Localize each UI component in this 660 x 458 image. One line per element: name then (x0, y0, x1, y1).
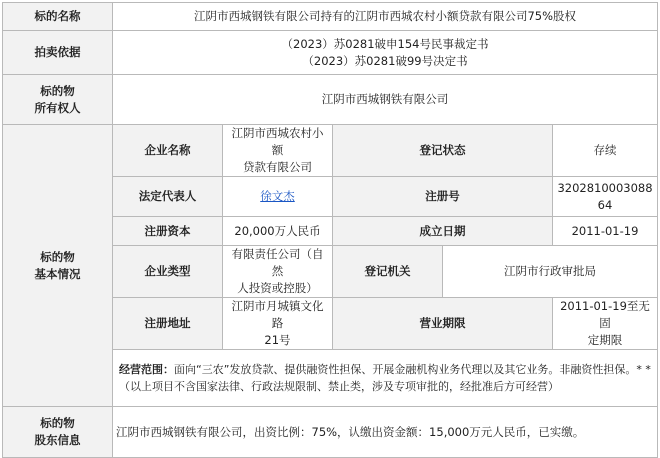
row-auction-basis (3, 31, 658, 75)
row-owner (3, 75, 658, 125)
est-date-label: 成立日期 (333, 217, 553, 246)
shareholder-label-line: 股东信息 (34, 433, 81, 447)
owner-value: 江阴市西城钢铁有限公司 (113, 75, 658, 125)
company-name-value (223, 125, 333, 177)
reg-address-label: 注册地址 (113, 298, 223, 350)
shareholder-label-line: 标的物 (40, 416, 75, 430)
row-company-name (3, 125, 658, 177)
company-type-line: 有限责任公司（自然 (231, 247, 324, 278)
company-type-value (223, 246, 333, 298)
reg-no-line: 64 (597, 197, 613, 212)
company-type-line: 人投资或控股） (237, 281, 318, 295)
company-name-line: 江阴市西城农村小额 (231, 126, 324, 157)
reg-capital-value: 20,000万人民币 (223, 217, 333, 246)
owner-label-line: 标的物 (40, 83, 75, 98)
basic-info-label-line: 基本情况 (34, 266, 81, 281)
auction-basis-line: （2023）苏0281破99号决定书 (302, 53, 468, 68)
business-term-value (553, 298, 658, 350)
reg-status-label: 登记状态 (333, 125, 553, 177)
auction-info-table (2, 2, 658, 458)
company-type-label: 企业类型 (113, 246, 223, 298)
legal-rep-label: 法定代表人 (113, 177, 223, 217)
reg-status-value: 存续 (553, 125, 658, 177)
reg-address-value (223, 298, 333, 350)
legal-rep-cell (223, 177, 333, 217)
reg-authority-value: 江阴市行政审批局 (443, 246, 658, 298)
subject-name-label: 标的名称 (3, 3, 113, 31)
business-scope-title: 经营范围： (119, 363, 174, 376)
shareholder-label (3, 407, 113, 458)
reg-authority-label: 登记机关 (333, 246, 443, 298)
est-date-value: 2011-01-19 (553, 217, 658, 246)
row-shareholder (3, 407, 658, 458)
business-term-line: 定期限 (587, 333, 623, 347)
auction-basis-value (113, 31, 658, 75)
company-name-label: 企业名称 (113, 125, 223, 177)
auction-basis-line: （2023）苏0281破申154号民事裁定书 (281, 36, 489, 51)
basic-info-label (3, 125, 113, 407)
reg-no-label: 注册号 (333, 177, 553, 217)
reg-address-line: 21号 (264, 333, 291, 347)
subject-name-value: 江阴市西城钢铁有限公司持有的江阴市西城农村小额贷款有限公司75%股权 (113, 3, 658, 31)
legal-rep-link[interactable]: 徐文杰 (260, 189, 295, 203)
company-name-line: 贷款有限公司 (243, 160, 312, 174)
reg-capital-label: 注册资本 (113, 217, 223, 246)
reg-no-line: 3202810003088 (557, 180, 653, 195)
owner-label-line: 所有权人 (34, 100, 81, 115)
reg-address-line: 江阴市月城镇文化路 (231, 299, 324, 330)
auction-basis-label: 拍卖依据 (3, 31, 113, 75)
reg-no-value (553, 177, 658, 217)
shareholder-value: 江阴市西城钢铁有限公司，出资比例：75%，认缴出资金额：15,000万元人民币，已实缴。 (113, 407, 658, 458)
owner-label (3, 75, 113, 125)
row-subject-name (3, 3, 658, 31)
business-term-label: 营业期限 (333, 298, 553, 350)
business-scope-text: 面向“三农”发放贷款、提供融资性担保、开展金融机构业务代理以及其它业务。非融资性担保。* *（以上项目不含国家法律、行政法规限制、禁止类，涉及专项审批的，经批准后方可经营） (119, 363, 651, 393)
business-term-line: 2011-01-19至无固 (560, 299, 650, 330)
basic-info-label-line: 标的物 (40, 249, 75, 264)
business-scope (113, 350, 658, 407)
